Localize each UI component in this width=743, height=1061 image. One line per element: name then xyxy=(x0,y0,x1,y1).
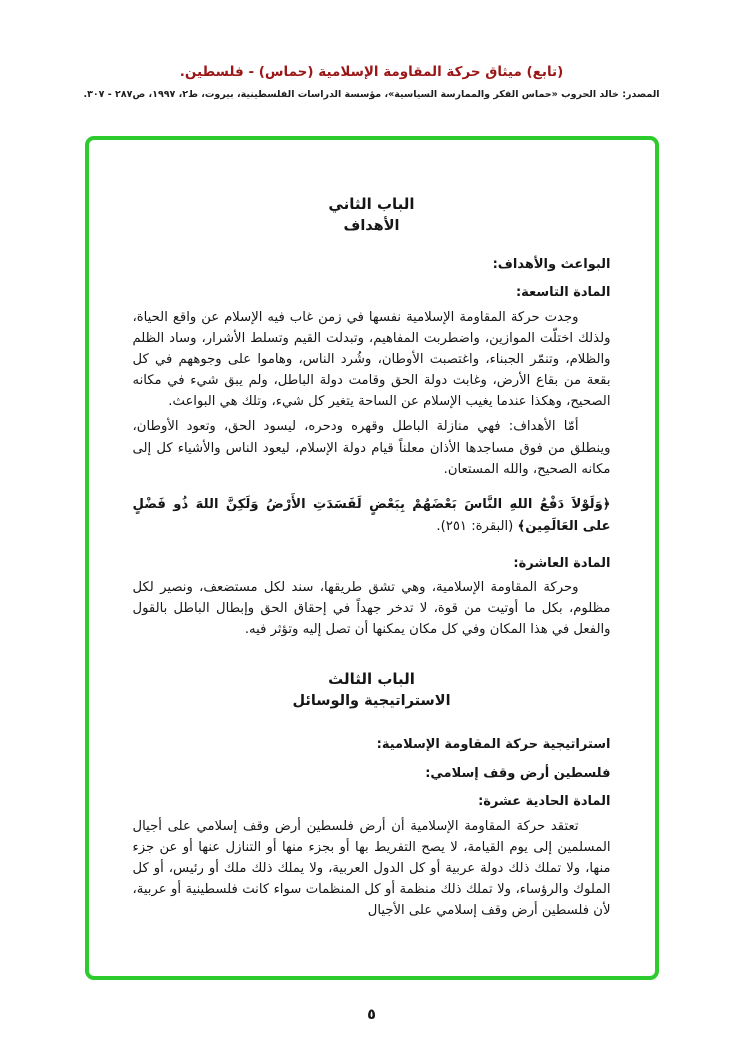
article-ten-heading: المادة العاشرة: xyxy=(513,555,611,571)
source-citation: المصدر: خالد الحروب «حماس الفكر والممارسة السياسية»، مؤسسة الدراسات الفلسطينية، بيروت، ط٢، ١٩٩٧، ص٢٨٧ - ٣٠٧. xyxy=(83,89,660,100)
article-ten-text: وحركة المقاومة الإسلامية، وهي تشق طريقها، سند لكل مستضعف، ونصير لكل مظلوم، بكل ما أوتيت من قوة، لا تدخر جهداً في إحقاق الحق وإبطال الباطل بالقول والفعل في هذا المكان وفي كل مكان يمكنها أن تصل إليه وتؤثر فيه. xyxy=(132,580,611,638)
page-number: ٥ xyxy=(367,1007,376,1023)
page-header xyxy=(0,64,743,100)
article-eleven-heading: المادة الحادية عشرة: xyxy=(478,794,611,810)
quran-verse-reference: (البقرة: ٢٥١). xyxy=(436,519,514,535)
strategy-heading: استراتيجية حركة المقاومة الإسلامية: xyxy=(376,737,611,753)
document-frame xyxy=(85,136,659,980)
motives-goals-heading: البواعث والأهداف: xyxy=(492,256,611,272)
page-footer xyxy=(0,1004,743,1023)
document-title: (تابع) ميثاق حركة المقاومة الإسلامية (حماس) - فلسطين. xyxy=(179,64,564,80)
article-nine-heading: المادة التاسعة: xyxy=(515,285,611,301)
quran-verse-block xyxy=(133,494,611,539)
chapter-three-title: الباب الثالث xyxy=(328,669,415,688)
article-eleven-text: تعتقد حركة المقاومة الإسلامية أن أرض فلسطين أرض وقف إسلامي على أجيال المسلمين إلى يوم القيامة، لا يصح التفريط بها أو بجزء منها أو التنازل عنها أو عن جزء منها، ولا تملك ذلك دولة عربية أو كل الدول العربية، ولا يملك ذلك ملك أو رئيس، أو كل الملوك والرؤساء، ولا تملك ذلك منظمة أو كل المنظمات سواء كانت فلسطينية أو عربية، لأن فلسطين أرض وقف إسلامي على الأجيال xyxy=(132,818,611,919)
chapter-two-subtitle: الأهداف xyxy=(343,218,400,235)
article-nine-text: وجدت حركة المقاومة الإسلامية نفسها في زمن غاب فيه الإسلام عن واقع الحياة، ولذلك اختلّت الموازين، واضطربت المفاهيم، وتبدلت القيم وتسلط الأشرار، وساد الظلم والظلام، وتنمّر الجبناء، واغتصبت الأوطان، وشُرد الناس، وهاموا على وجوههم في كل بقعة من بقاع الأرض، وغابت دولة الحق وقامت دولة الباطل، ولم يبق شيء في مكانه الصحيح، وهكذا عندما يغيب الإسلام عن الساحة يتغير كل شيء، وتلك هي البواعث. xyxy=(132,309,611,410)
waqf-heading: فلسطين أرض وقف إسلامي: xyxy=(425,765,611,781)
quran-verse-text: ﴿وَلَوْلاَ دَفْعُ اللهِ النَّاسَ بَعْضَهُمْ بِبَعْضٍ لَفَسَدَتِ الأَرْضُ وَلَكِنَّ اللهَ ذُو فَضْلٍ على العَالَمِين﴾ xyxy=(132,496,611,535)
chapter-two-title: الباب الثاني xyxy=(328,195,415,213)
goals-paragraph: أمّا الأهداف: فهي منازلة الباطل وقهره ودحره، ليسود الحق، وتعود الأوطان، وينطلق من فوق مساجدها الأذان معلناً قيام دولة الإسلام، ليعود الناس والأشياء كل إلى مكانه الصحيح، والله المستعان. xyxy=(132,419,611,477)
chapter-three-subtitle: الاستراتيجية والوسائل xyxy=(292,692,451,709)
